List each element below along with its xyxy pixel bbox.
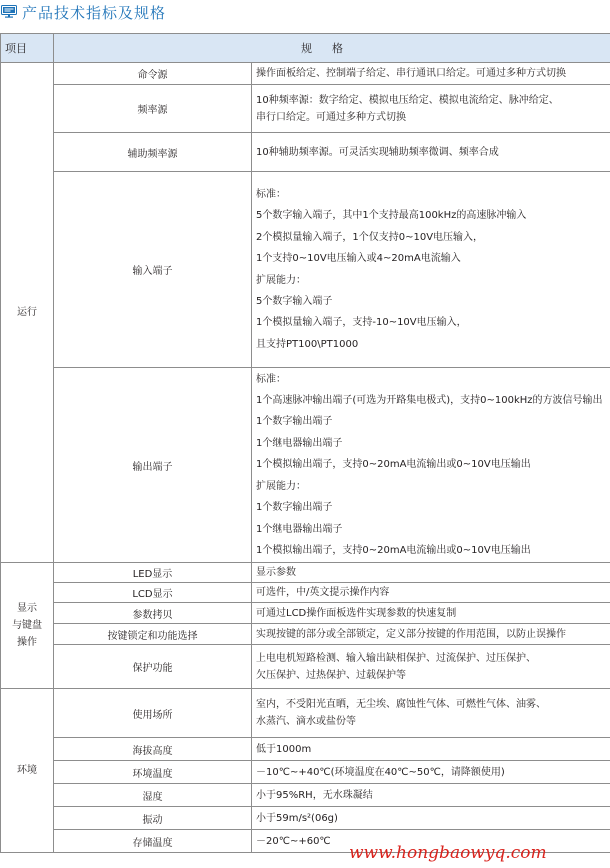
spec-line: 小于59m/s²(06g) (256, 812, 338, 824)
spec-line: 扩展能力： (256, 274, 306, 286)
table-row (1, 563, 610, 583)
spec-line: 5个数字输入端子，其中1个支持最高100kHz的高速脉冲输入 (256, 210, 527, 222)
table-header-row (1, 34, 610, 63)
spec-line: 1个模拟量输入端子，支持-10~10V电压输入， (256, 317, 467, 329)
spec-line: －10℃~+40℃(环境温度在40℃~50℃，请降额使用) (256, 766, 505, 778)
item-cell: 辅助频率源 (54, 133, 252, 172)
spec-cell (252, 563, 610, 583)
item-cell: 按键锁定和功能选择 (54, 624, 252, 645)
item-cell: 环境温度 (54, 761, 252, 784)
spec-line: 2个模拟量输入端子，1个仅支持0~10V电压输入， (256, 231, 484, 243)
spec-line: 可通过LCD操作面板选件实现参数的快速复制 (256, 607, 457, 619)
spec-line: 可选件，中/英文提示操作内容 (256, 587, 390, 598)
spec-line: 实现按键的部分或全部锁定，定义部分按键的作用范围，以防止误操作 (256, 628, 566, 640)
table-row (1, 624, 610, 645)
item-cell: 保护功能 (54, 645, 252, 689)
spec-cell (252, 583, 610, 603)
category-cell: 运行 (1, 63, 54, 563)
spec-line: 室内，不受阳光直晒，无尘埃、腐蚀性气体、可燃性气体、油雾、 (256, 699, 546, 710)
spec-line: 1个继电器输出端子 (256, 437, 343, 449)
table-row (1, 645, 610, 689)
spec-line: 1个支持0~10V电压输入或4~20mA电流输入 (256, 253, 461, 265)
table-row (1, 85, 610, 133)
header-category: 项目 (1, 34, 54, 63)
spec-cell (252, 807, 610, 830)
spec-line: 且支持PT100\PT1000 (256, 338, 359, 350)
spec-line: 10种辅助频率源。可灵活实现辅助频率微调、频率合成 (256, 146, 499, 158)
table-row (1, 784, 610, 807)
spec-cell (252, 645, 610, 689)
table-row (1, 603, 610, 624)
item-cell: 使用场所 (54, 689, 252, 738)
spec-cell (252, 368, 610, 563)
spec-line: 1个继电器输出端子 (256, 523, 343, 535)
table-row (1, 761, 610, 784)
spec-line: 水蒸汽、滴水或盐份等 (256, 716, 356, 727)
item-cell: 频率源 (54, 85, 252, 133)
spec-cell (252, 603, 610, 624)
table-row (1, 689, 610, 738)
spec-cell (252, 63, 610, 85)
item-cell: 命令源 (54, 63, 252, 85)
spec-line: 欠压保护、过热保护、过载保护等 (256, 669, 406, 681)
table-row (1, 738, 610, 761)
spec-line: 1个模拟输出端子，支持0~20mA电流输出或0~10V电压输出 (256, 459, 531, 471)
page-title: 产品技术指标及规格 (22, 4, 167, 22)
item-cell: 振动 (54, 807, 252, 830)
item-cell: LED显示 (54, 563, 252, 583)
spec-line: 低于1000m (256, 743, 312, 755)
spec-line: 5个数字输入端子 (256, 295, 333, 307)
category-cell: 环境 (1, 689, 54, 853)
table-row (1, 63, 610, 85)
item-cell: 输出端子 (54, 368, 252, 563)
spec-cell (252, 689, 610, 738)
item-cell: 参数拷贝 (54, 603, 252, 624)
item-cell: 存储温度 (54, 830, 252, 853)
spec-cell (252, 172, 610, 368)
spec-table (0, 33, 610, 853)
table-row (1, 368, 610, 563)
spec-line: 显示参数 (256, 567, 296, 578)
spec-cell (252, 784, 610, 807)
watermark: www.hongbaowyq.com (349, 843, 547, 863)
table-row (1, 172, 610, 368)
spec-cell (252, 85, 610, 133)
header-spec: 规格 (54, 34, 610, 63)
monitor-icon (1, 5, 17, 18)
table-row (1, 133, 610, 172)
spec-line: 串行口给定。可通过多种方式切换 (256, 111, 406, 123)
table-row (1, 583, 610, 603)
spec-line: 标准： (256, 188, 286, 200)
spec-line: 操作面板给定、控制端子给定、串行通讯口给定。可通过多种方式切换 (256, 68, 566, 79)
spec-line: 小于95%RH，无水珠凝结 (256, 789, 373, 801)
item-cell: 海拔高度 (54, 738, 252, 761)
spec-line: 1个高速脉冲输出端子(可选为开路集电极式)，支持0~100kHz的方波信号输出 (256, 395, 603, 407)
spec-line: 标准： (256, 373, 286, 385)
spec-line: 10种频率源：数字给定、模拟电压给定、模拟电流给定、脉冲给定、 (256, 94, 559, 106)
item-cell: 湿度 (54, 784, 252, 807)
item-cell: LCD显示 (54, 583, 252, 603)
spec-line: 扩展能力： (256, 480, 306, 492)
category-cell: 显示 与键盘 操作 (1, 563, 54, 689)
spec-cell (252, 133, 610, 172)
title-bar (0, 0, 610, 26)
spec-line: 1个数字输出端子 (256, 416, 333, 428)
spec-line: 上电电机短路检测、输入输出缺相保护、过流保护、过压保护、 (256, 652, 536, 664)
spec-cell (252, 738, 610, 761)
table-row (1, 807, 610, 830)
spec-cell (252, 624, 610, 645)
item-cell: 输入端子 (54, 172, 252, 368)
spec-line: －20℃~+60℃ (256, 835, 331, 847)
spec-line: 1个模拟输出端子，支持0~20mA电流输出或0~10V电压输出 (256, 544, 531, 556)
spec-line: 1个数字输出端子 (256, 502, 333, 514)
spec-cell (252, 761, 610, 784)
